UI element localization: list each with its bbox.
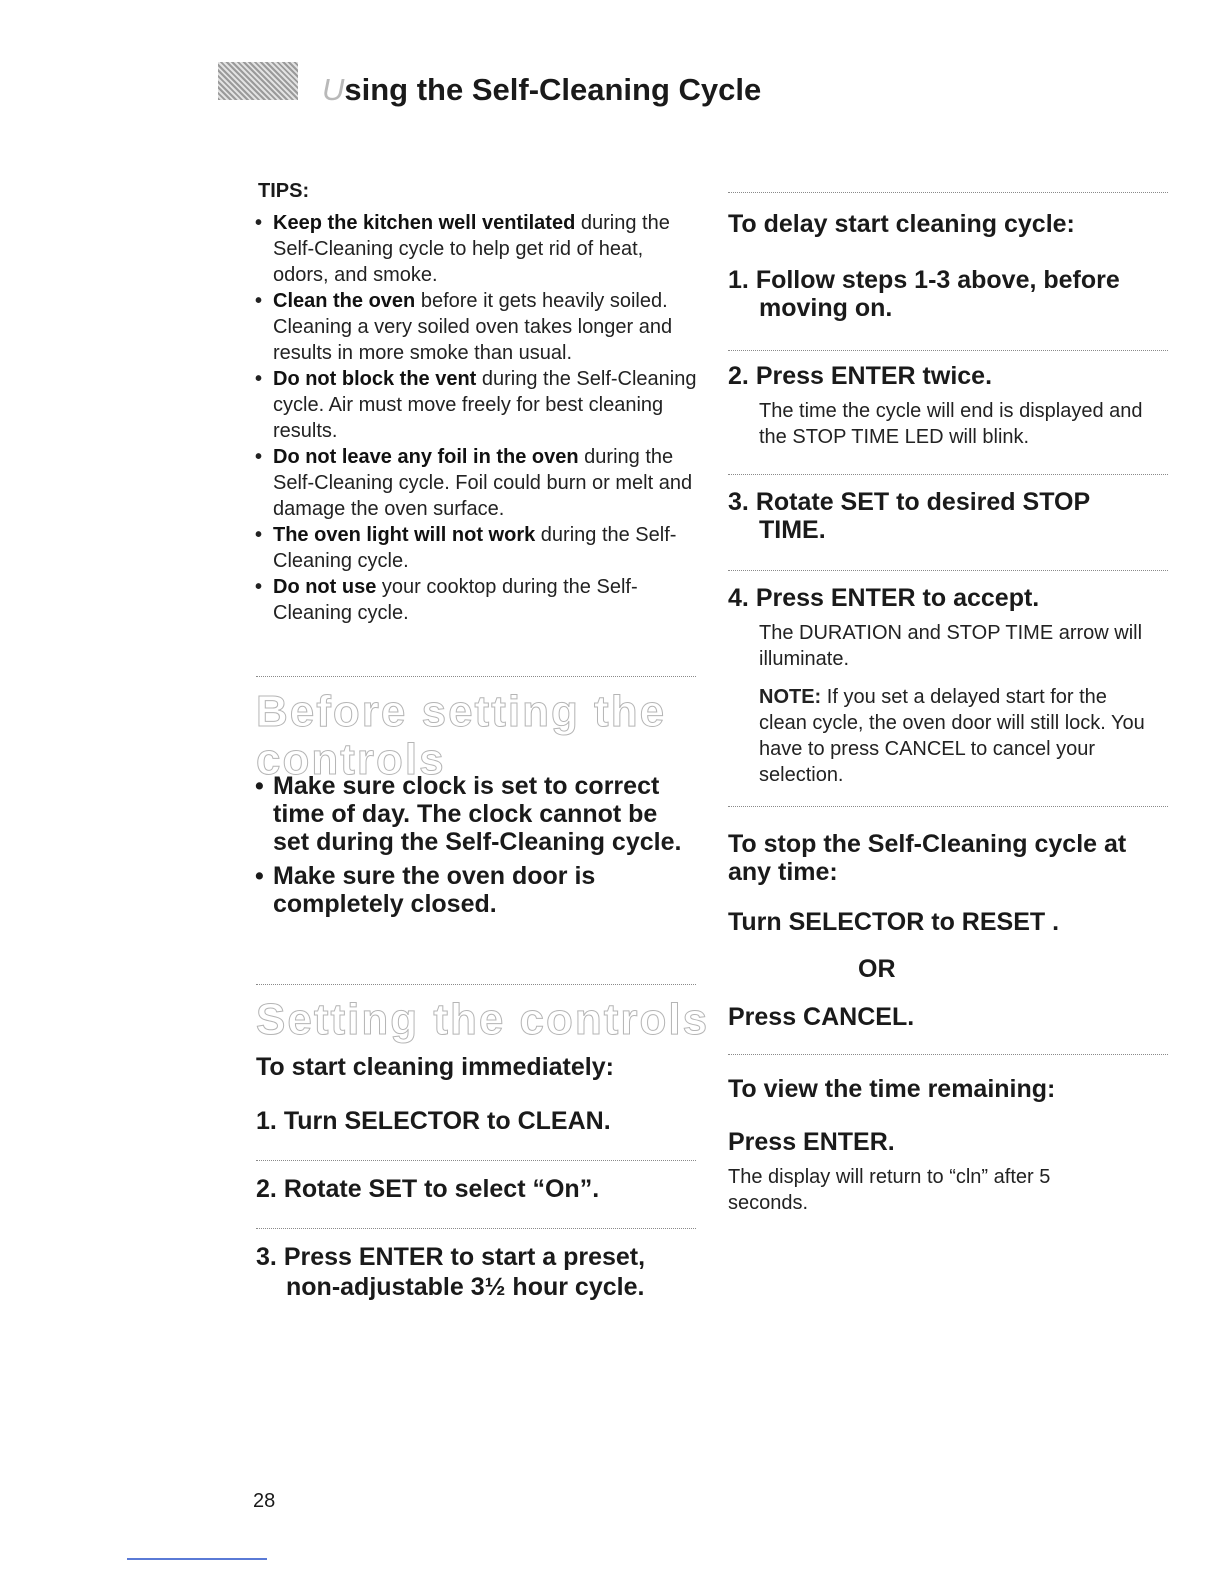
title-rest: sing the Self-Cleaning Cycle [344,72,762,107]
step-number: 2. [728,362,749,390]
before-heading-line2: controls [256,735,446,784]
tip-item [255,366,700,444]
step-number: 2. [256,1175,277,1203]
divider [256,1228,696,1229]
before-item: • Make sure the oven door is completely closed. [255,862,685,918]
divider [256,676,696,677]
tips-heading: TIPS: [258,180,310,202]
before-heading-line1: Before setting the [256,687,667,736]
step-text-continued: non-adjustable 3½ hour cycle. [286,1273,645,1301]
delay-start-heading: To delay start cleaning cycle: [728,210,1075,238]
before-item: • Make sure clock is set to correct time of day. The clock cannot be set during the Self-Cleaning cycle. [255,772,685,856]
divider [256,1160,696,1161]
step-text-continued: moving on. [759,294,893,322]
footer-line [127,1558,267,1560]
tip-text: your cooktop during the Self-Cleaning cycle. [273,576,638,624]
step-text: Follow steps 1-3 above, before [755,266,1120,294]
step-text: Rotate SET to select “On”. [283,1175,600,1203]
header-pattern-block [218,62,298,100]
step-text-continued: TIME. [759,516,826,544]
title-initial: U [322,72,345,107]
tip-bold: Do not use [273,576,377,598]
page-number: 28 [253,1490,276,1512]
step-text: Press ENTER to start a preset, [283,1243,646,1271]
tip-item [255,210,700,288]
step-number: 4. [728,584,749,612]
tip-text: before it gets heavily soiled. Cleaning a very soiled oven takes longer and results in more smoke than usual. [273,290,673,364]
clean-step-1 [256,1106,611,1136]
tip-bold: The oven light will not work [273,524,536,546]
tip-item [255,522,700,574]
divider [256,984,696,985]
view-time-heading: To view the time remaining: [728,1075,1056,1103]
divider [728,474,1168,475]
delay-step-4 [728,584,1039,612]
note-text: If you set a delayed start for the clean cycle, the oven door will still lock. You have to press CANCEL to cancel your selection. [759,686,1145,786]
divider [728,806,1168,807]
delay-step-1 [728,266,1120,322]
start-immediately-heading: To start cleaning immediately: [256,1053,614,1081]
stop-cycle-heading: To stop the Self-Cleaning cycle at any time: [728,830,1127,886]
tip-bold: Do not leave any foil in the oven [273,446,579,468]
delay-note [759,684,1159,788]
tip-bold: Do not block the vent [273,368,477,390]
step-number: 1. [728,266,749,294]
divider [728,1054,1168,1055]
tip-text: during the Self-Cleaning cycle. [273,524,677,572]
tip-item [255,574,700,626]
tip-item [255,444,700,522]
tips-list [255,210,700,626]
delay-step-3 [728,488,1090,544]
setting-controls-heading: Setting the controls [256,995,710,1044]
tip-bold: Clean the oven [273,290,416,312]
stop-action-cancel: Press CANCEL. [728,1003,915,1031]
clean-step-3 [256,1242,645,1302]
step-text: Press ENTER twice. [755,362,993,390]
divider [728,192,1168,193]
view-time-action: Press ENTER. [728,1128,895,1156]
tip-text: during the Self-Cleaning cycle. Air must move freely for best cleaning results. [273,368,697,442]
or-separator: OR [858,955,896,983]
step-text: Turn SELECTOR to CLEAN. [283,1107,611,1135]
stop-action-reset: Turn SELECTOR to RESET . [728,908,1060,936]
page-title [322,72,761,108]
before-controls-list [255,772,685,924]
tip-text: during the Self-Cleaning cycle. Foil could burn or melt and damage the oven surface. [273,446,693,520]
step-text: Press ENTER to accept. [755,584,1040,612]
step-number: 3. [256,1243,277,1271]
note-label: NOTE: [759,686,822,708]
step-number: 3. [728,488,749,516]
divider [728,570,1168,571]
tip-text: during the Self-Cleaning cycle to help get rid of heat, odors, and smoke. [273,212,670,286]
divider [728,350,1168,351]
view-time-description: The display will return to “cln” after 5 seconds. [728,1166,1051,1214]
step-text: Rotate SET to desired STOP [755,488,1091,516]
clean-step-2 [256,1174,599,1204]
tip-item [255,288,700,366]
delay-step-2 [728,362,992,390]
delay-step-2-description: The time the cycle will end is displayed and the STOP TIME LED will blink. [759,400,1143,448]
step-number: 1. [256,1107,277,1135]
delay-step-4-description: The DURATION and STOP TIME arrow will illuminate. [759,622,1143,670]
tip-bold: Keep the kitchen well ventilated [273,212,576,234]
before-controls-heading [256,688,666,784]
